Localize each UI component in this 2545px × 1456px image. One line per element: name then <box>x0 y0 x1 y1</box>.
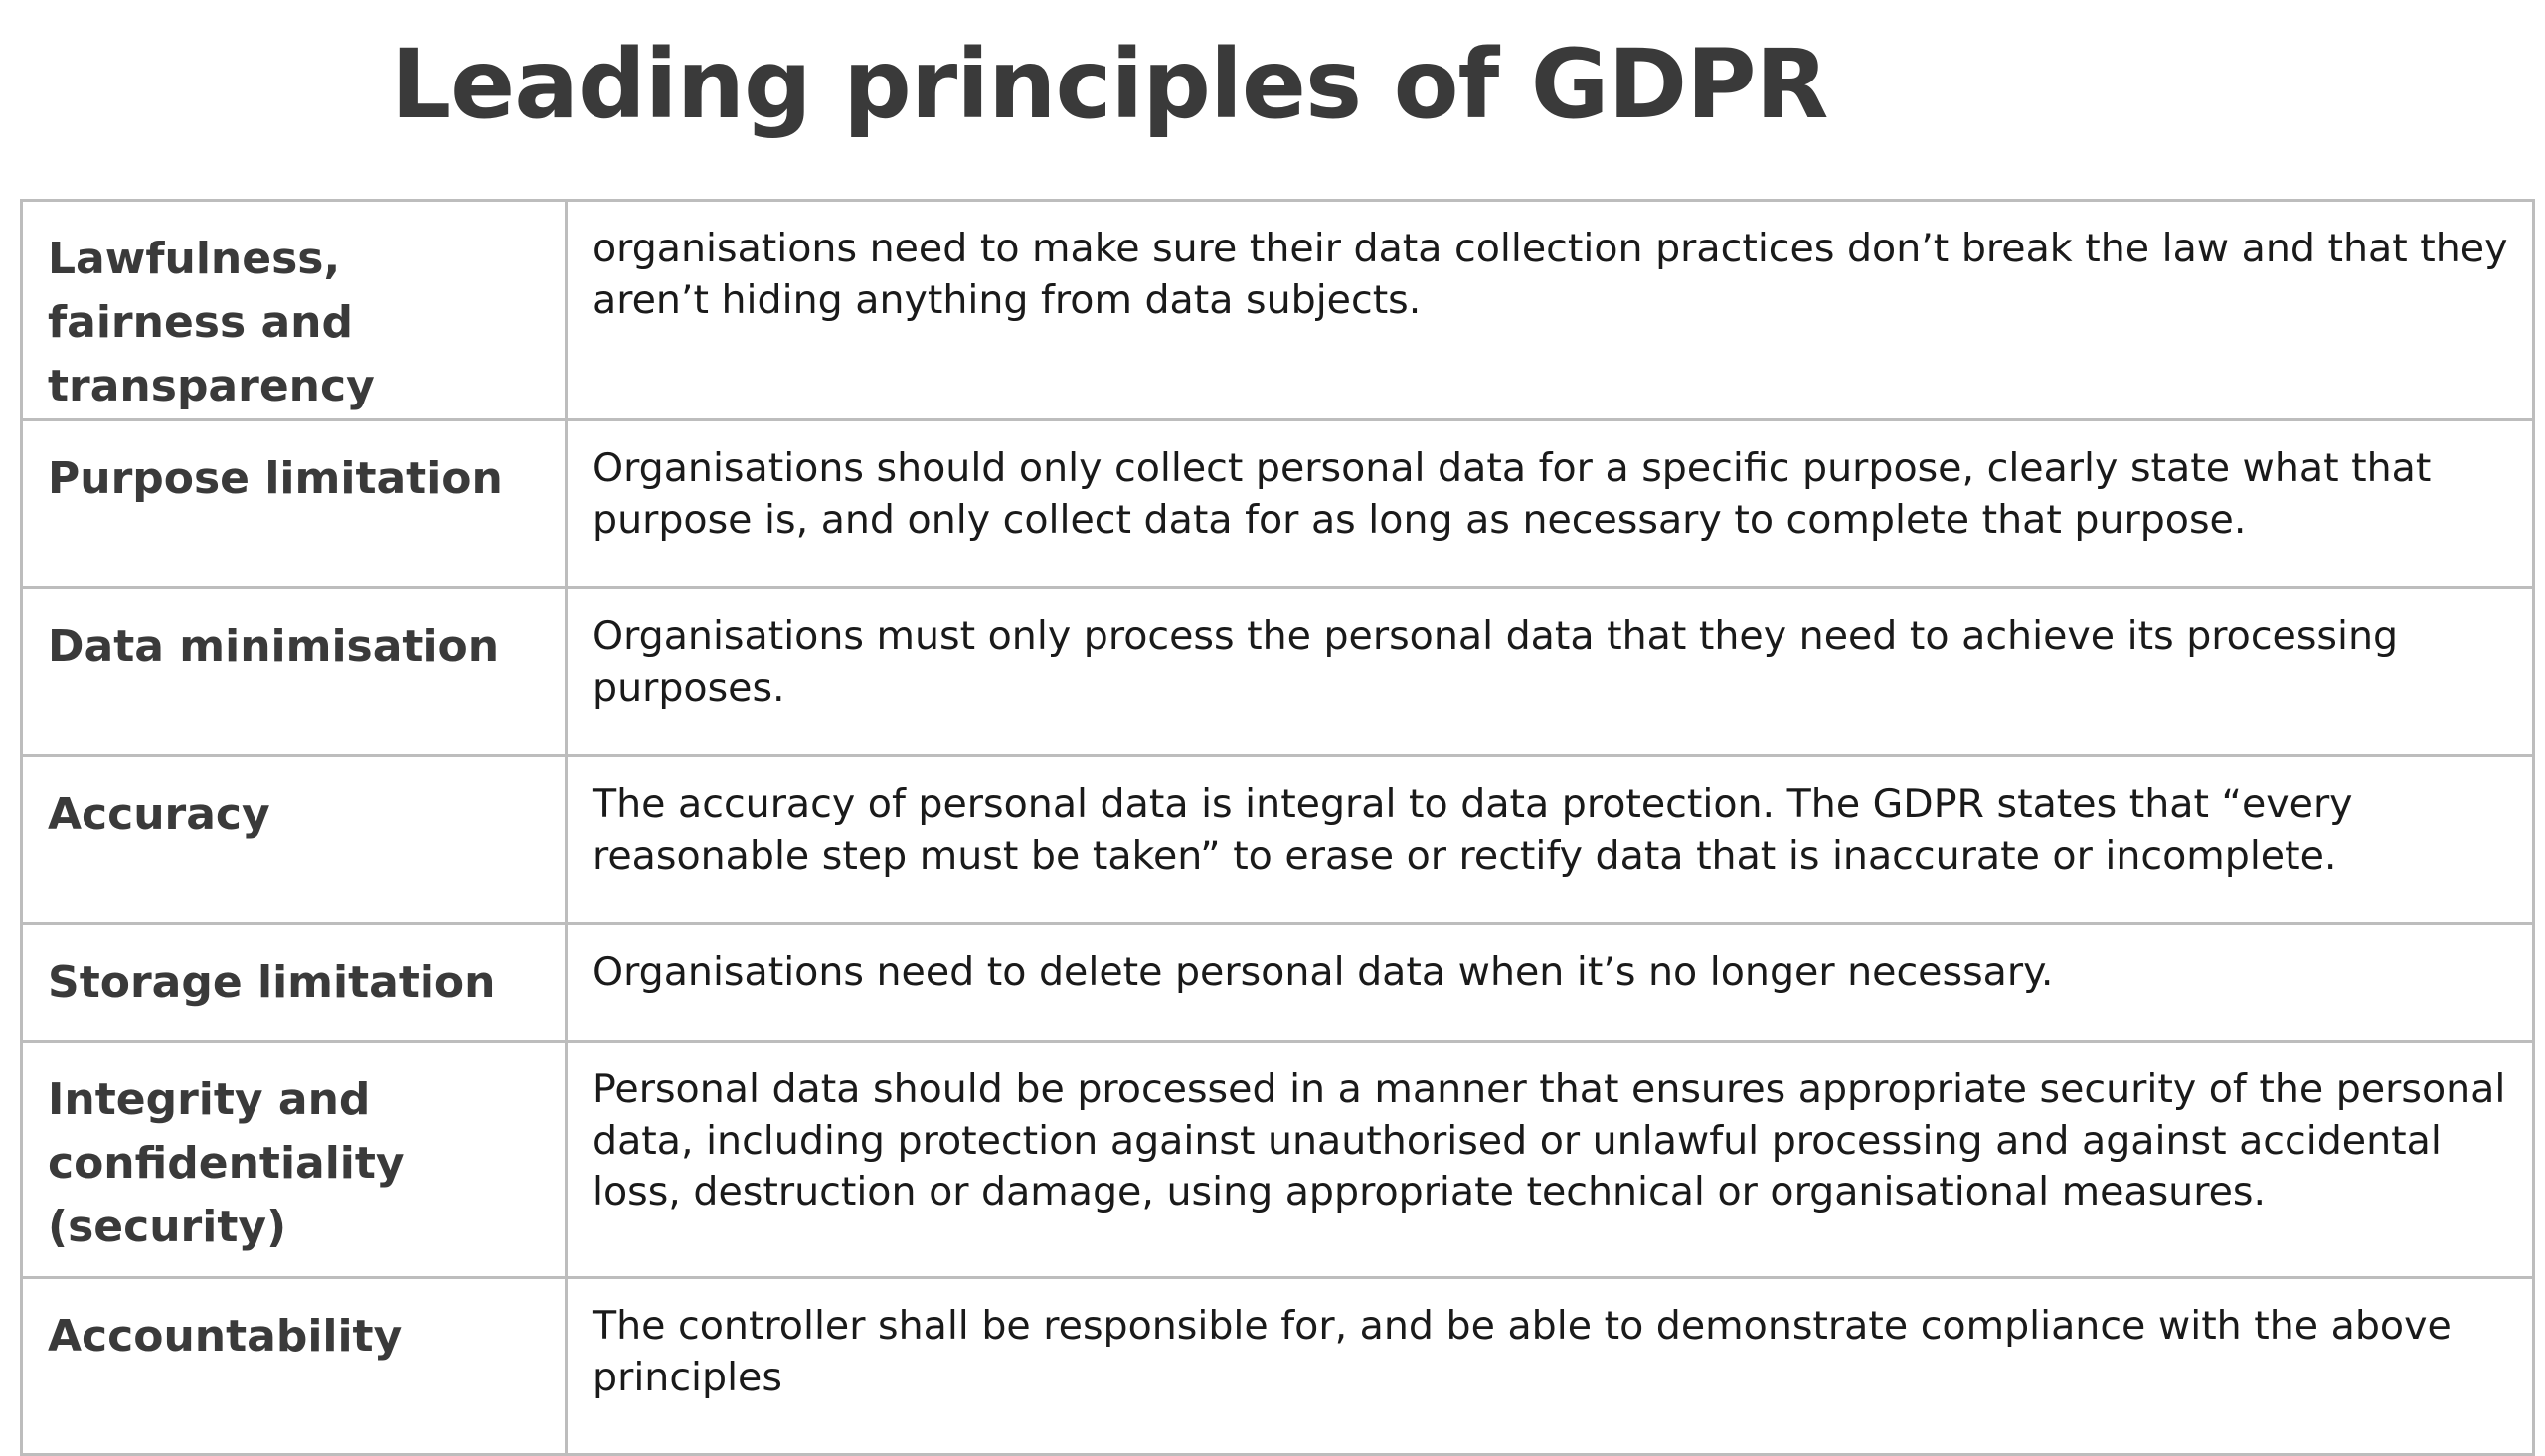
principle-name: Storage limitation <box>22 924 567 1042</box>
table-row <box>22 756 2534 924</box>
table-row <box>22 420 2534 588</box>
table-row <box>22 924 2534 1042</box>
principle-description: Organisations need to delete personal data when it’s no longer necessary. <box>567 924 2534 1042</box>
principles-table <box>20 199 2535 1456</box>
page-title: Leading principles of GDPR <box>391 29 1828 140</box>
principle-description: organisations need to make sure their data collection practices don’t break the law and that they aren’t hiding anything from data subjects. <box>567 201 2534 420</box>
principle-description: Personal data should be processed in a manner that ensures appropriate security of the personal data, including protection against unauthorised or unlawful processing and against accidental loss, destruction or damage, using appropriate technical or organisational measures. <box>567 1042 2534 1278</box>
principle-description: The controller shall be responsible for, and be able to demonstrate compliance with the above principles <box>567 1278 2534 1455</box>
principle-name: Accuracy <box>22 756 567 924</box>
principle-name: Purpose limitation <box>22 420 567 588</box>
principle-name: Integrity and confidentiality (security) <box>22 1042 567 1278</box>
principle-name: Accountability <box>22 1278 567 1455</box>
table-row <box>22 588 2534 756</box>
principle-name: Data minimisation <box>22 588 567 756</box>
table-row <box>22 1042 2534 1278</box>
principle-description: The accuracy of personal data is integral to data protection. The GDPR states that “every reasonable step must be taken” to erase or rectify data that is inaccurate or incomplete. <box>567 756 2534 924</box>
principle-description: Organisations should only collect personal data for a specific purpose, clearly state what that purpose is, and only collect data for as long as necessary to complete that purpose. <box>567 420 2534 588</box>
table-row <box>22 1278 2534 1455</box>
principle-description: Organisations must only process the personal data that they need to achieve its processing purposes. <box>567 588 2534 756</box>
table-row <box>22 201 2534 420</box>
principle-name: Lawfulness, fairness and transparency <box>22 201 567 420</box>
